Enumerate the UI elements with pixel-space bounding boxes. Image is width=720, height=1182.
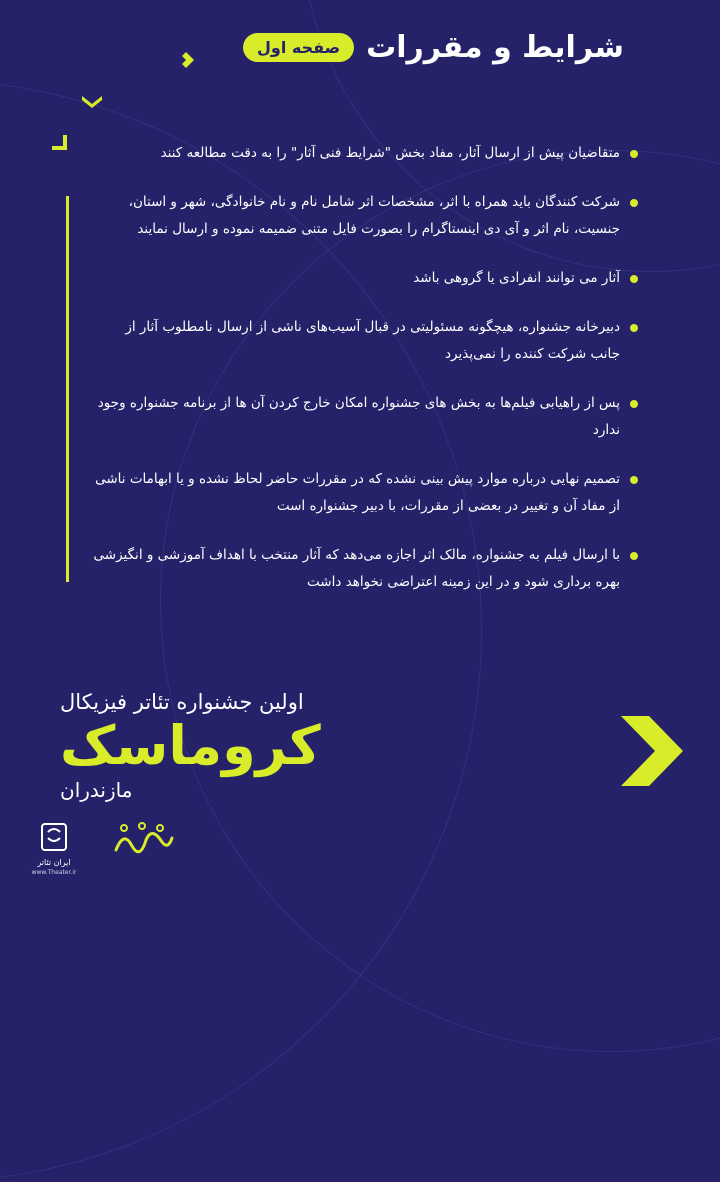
- logo-text: ایران تئاتر: [37, 858, 71, 867]
- iran-theater-logo: [24, 820, 84, 876]
- header: [243, 30, 624, 65]
- page-title: شرایط و مقررات: [366, 30, 624, 65]
- festival-city: مازندران: [60, 778, 133, 802]
- festival-subtitle: اولین جشنواره تئاتر فیزیکال: [60, 690, 304, 714]
- rule-text: تصمیم نهایی درباره موارد پیش بینی نشده که در مقررات حاضر لحاظ نشده و یا ابهامات ناشی از مفاد آن و تغییر در بعضی از مقررات، با دبیر جشنواره است: [95, 471, 620, 514]
- festival-name: کروماسک: [60, 714, 321, 777]
- bullet-icon: [630, 476, 638, 484]
- big-chevron-icon: [615, 712, 687, 790]
- rules-list: [93, 140, 638, 618]
- page-badge: صفحه اول: [243, 33, 354, 62]
- accent-divider-line: [66, 196, 69, 582]
- rule-text: آثار می توانند انفرادی یا گروهی باشد: [413, 270, 620, 286]
- rule-item: [93, 265, 638, 292]
- bullet-icon: [630, 150, 638, 158]
- bullet-icon: [630, 275, 638, 283]
- bullet-icon: [630, 552, 638, 560]
- corner-decoration-icon: [52, 135, 68, 151]
- festival-branding: [60, 690, 321, 802]
- rule-item: [93, 314, 638, 368]
- bullet-icon: [630, 324, 638, 332]
- rule-item: [93, 140, 638, 167]
- chevron-decoration-icon: [80, 92, 104, 108]
- theater-emblem-icon: [39, 820, 69, 854]
- bullet-icon: [630, 400, 638, 408]
- rule-item: [93, 466, 638, 520]
- rule-text: دبیرخانه جشنواره، هیچگونه مسئولیتی در قبال آسیب‌های ناشی از ارسال نامطلوب آثار از جانب شرکت کننده را نمی‌پذیرد: [125, 319, 620, 362]
- rule-item: [93, 189, 638, 243]
- bullet-icon: [630, 199, 638, 207]
- festival-logo-icon: [112, 820, 174, 858]
- rule-item: [93, 390, 638, 444]
- rule-text: متقاضیان پیش از ارسال آثار، مفاد بخش "شرایط فنی آثار" را به دقت مطالعه کنند: [160, 145, 620, 161]
- rule-text: شرکت کنندگان باید همراه با اثر، مشخصات اثر شامل نام و نام خانوادگی، شهر و استان، جنسیت، نام اثر و آی دی اینستاگرام را بصورت فایل متنی ضمیمه نموده و ارسال نمایند: [128, 194, 620, 237]
- logo-url: www.Theater.ir: [31, 869, 77, 876]
- chevron-decoration-icon: [180, 50, 200, 70]
- rule-text: با ارسال فیلم به جشنواره، مالک اثر اجازه می‌دهد که آثار منتخب با اهداف آموزشی و انگیزشی بهره برداری شود و در این زمینه اعتراضی نخواهد داشت: [93, 547, 620, 590]
- rule-text: پس از راهیابی فیلم‌ها به بخش های جشنواره امکان خارج کردن آن ها از برنامه جشنواره وجود ندارد: [97, 395, 620, 438]
- rule-item: [93, 542, 638, 596]
